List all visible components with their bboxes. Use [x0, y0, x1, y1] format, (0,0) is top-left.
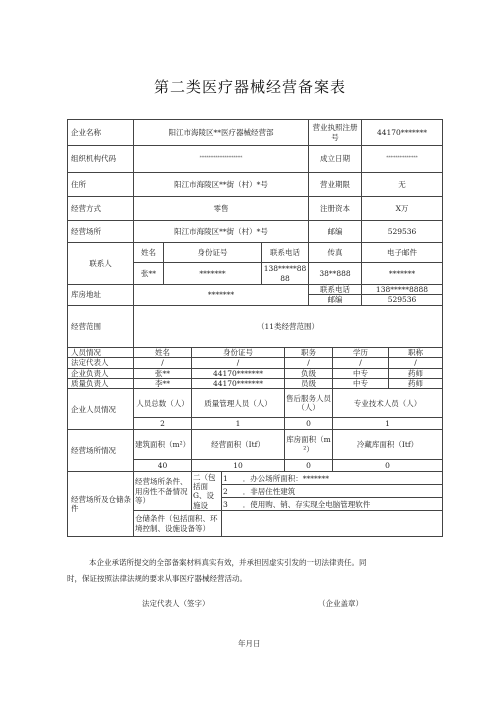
- scope-label: 经营范围: [68, 305, 134, 347]
- staff-header-technical: 专业技术人员（人）: [333, 389, 443, 418]
- row-scope: [68, 305, 443, 347]
- personnel-education: 中专: [333, 368, 389, 378]
- warehouse-value: *******: [134, 285, 309, 306]
- staff-service-value: 0: [285, 418, 333, 430]
- scope-value: （11类经营范围）: [134, 305, 443, 347]
- personnel-name: /: [134, 358, 192, 368]
- staff-header-total: 人员总数（人）: [134, 389, 192, 418]
- condition-item: 1 ．办公场所面积：*******: [222, 472, 443, 485]
- row-address: [68, 173, 443, 197]
- premises-condition-label: 经营场所条件、用房性不备情况等）: [134, 472, 192, 511]
- area-header-warehouse: 库房面积（m²）: [285, 430, 333, 460]
- postcode-value: 529536: [362, 221, 443, 243]
- row-org-code: [68, 146, 443, 173]
- area-cold-value: 0: [333, 460, 443, 472]
- contact-fax-value: 38**888: [309, 263, 362, 285]
- personnel-id: /: [192, 358, 285, 368]
- address-label: 住所: [68, 173, 134, 197]
- storage-condition-label: 仓储条件（包括面积、环境控制、设施设备等）: [134, 511, 222, 537]
- personnel-position: 负级: [285, 368, 333, 378]
- company-name-label: 企业名称: [68, 120, 134, 146]
- est-date-label: 成立日期: [309, 146, 362, 173]
- personnel-title: 药师: [389, 368, 443, 378]
- org-code-label: 组织机构代码: [68, 146, 134, 173]
- personnel-id: 44170*******: [192, 378, 285, 388]
- staff-header-service: 售后服务人员（人）: [285, 389, 333, 418]
- area-header-building: 建筑面积（m²）: [134, 430, 192, 460]
- declaration: [67, 555, 442, 587]
- personnel-row: [68, 358, 443, 368]
- row-personnel-headers: [68, 347, 443, 357]
- mode-value: 零售: [134, 197, 309, 221]
- storage-condition-value: [222, 511, 443, 537]
- personnel-position: /: [285, 358, 333, 368]
- contact-header-phone: 联系电话: [262, 243, 309, 263]
- area-header-business: 经营面积（Itf）: [192, 430, 285, 460]
- personnel-education: 中专: [333, 378, 389, 388]
- personnel-label: 人员情况: [68, 347, 134, 357]
- personnel-row: [68, 378, 443, 388]
- personnel-id: 44170*******: [192, 368, 285, 378]
- personnel-row: [68, 368, 443, 378]
- capital-value: X万: [362, 197, 443, 221]
- personnel-role: 企业负责人: [68, 368, 134, 378]
- company-name-value: 阳江市海陵区**医疗器械经营部: [134, 120, 309, 146]
- staff-technical-value: 1: [333, 418, 443, 430]
- personnel-name: 李**: [134, 378, 192, 388]
- personnel-header-name: 姓名: [134, 347, 192, 357]
- contact-header-fax: 传真: [309, 243, 362, 263]
- personnel-position: 员级: [285, 378, 333, 388]
- declaration-line-2: 时，保证按照法律法规的要求从事医疗器械经营活动。: [67, 574, 247, 583]
- staff-total-value: 2: [134, 418, 192, 430]
- warehouse-label: 库房地址: [68, 285, 134, 306]
- mode-label: 经营方式: [68, 197, 134, 221]
- row-staff-headers: [68, 389, 443, 418]
- premises-value: 阳江市海陵区**街（村）*号: [134, 221, 309, 243]
- row-contact-headers: [68, 243, 443, 263]
- staff-label: 企业人员情况: [68, 389, 134, 430]
- est-date-value: **************: [362, 146, 443, 173]
- contact-header-email: 电子邮件: [362, 243, 443, 263]
- area-business-value: 10: [192, 460, 285, 472]
- address-value: 阳江市海陵区**街（村）*号: [134, 173, 309, 197]
- row-company-name: [68, 120, 443, 146]
- postcode-label: 邮编: [309, 221, 362, 243]
- personnel-role: 法定代表人: [68, 358, 134, 368]
- contact-header-id: 身份证号: [164, 243, 262, 263]
- row-area-headers: [68, 430, 443, 460]
- personnel-title: /: [389, 358, 443, 368]
- warehouse-postcode-value: 529536: [362, 295, 443, 305]
- page-title: 第二类医疗器械经营备案表: [153, 78, 346, 96]
- area-building-value: 40: [134, 460, 192, 472]
- staff-quality-value: 1: [192, 418, 285, 430]
- contact-name-value: 张**: [134, 263, 164, 285]
- contact-phone-value: 138*****8888: [262, 263, 309, 285]
- filing-form-table: [67, 119, 443, 537]
- capital-label: 注册资本: [309, 197, 362, 221]
- row-mode: [68, 197, 443, 221]
- contact-email-value: *******: [362, 263, 443, 285]
- personnel-title: 药师: [389, 378, 443, 388]
- license-label: 营业执照注册号: [309, 120, 362, 146]
- declaration-line-1: 本企业承诺所提交的全部备案材料真实有效，并承担因虚实引发的一切法律责任。同: [89, 558, 367, 567]
- license-value: 44170*******: [362, 120, 443, 146]
- personnel-header-title: 职称: [389, 347, 443, 357]
- personnel-role: 质量负责人: [68, 378, 134, 388]
- contact-label: 联系人: [68, 243, 134, 285]
- warehouse-phone-value: 138*****8888: [362, 285, 443, 295]
- warehouse-postcode-label: 邮编: [309, 295, 362, 305]
- personnel-header-id: 身份证号: [192, 347, 285, 357]
- term-value: 无: [362, 173, 443, 197]
- premises-label: 经营场所: [68, 221, 134, 243]
- personnel-header-education: 学历: [333, 347, 389, 357]
- contact-header-name: 姓名: [134, 243, 164, 263]
- personnel-education: /: [333, 358, 389, 368]
- condition-item: 2 ．非居住性建筑: [222, 485, 443, 498]
- area-label: 经营场所情况: [68, 430, 134, 472]
- row-premises: [68, 221, 443, 243]
- personnel-header-position: 职务: [285, 347, 333, 357]
- org-code-value: *******************: [134, 146, 309, 173]
- row-conditions-1: [68, 472, 443, 485]
- staff-header-quality: 质量管理人员（人）: [192, 389, 285, 418]
- area-header-cold: 冷藏库面积（Itf）: [333, 430, 443, 460]
- personnel-name: 张**: [134, 368, 192, 378]
- condition-item: 3 ．使用购、销、存实现全电脑管理软件: [222, 498, 443, 511]
- row-warehouse-phone: [68, 285, 443, 295]
- term-label: 营业期限: [309, 173, 362, 197]
- legal-rep-signature-label: 法定代表人（签字）: [142, 599, 210, 608]
- company-seal-label: （企业盖章）: [318, 599, 363, 608]
- contact-id-value: *******: [164, 263, 262, 285]
- area-warehouse-value: 0: [285, 460, 333, 472]
- conditions-label: 经营场所及仓储条件: [68, 472, 134, 537]
- warehouse-phone-label: 联系电话: [309, 285, 362, 295]
- premises-condition-mid: 二（包括面G、设施设: [192, 472, 222, 511]
- date-label: 年月日: [238, 639, 261, 648]
